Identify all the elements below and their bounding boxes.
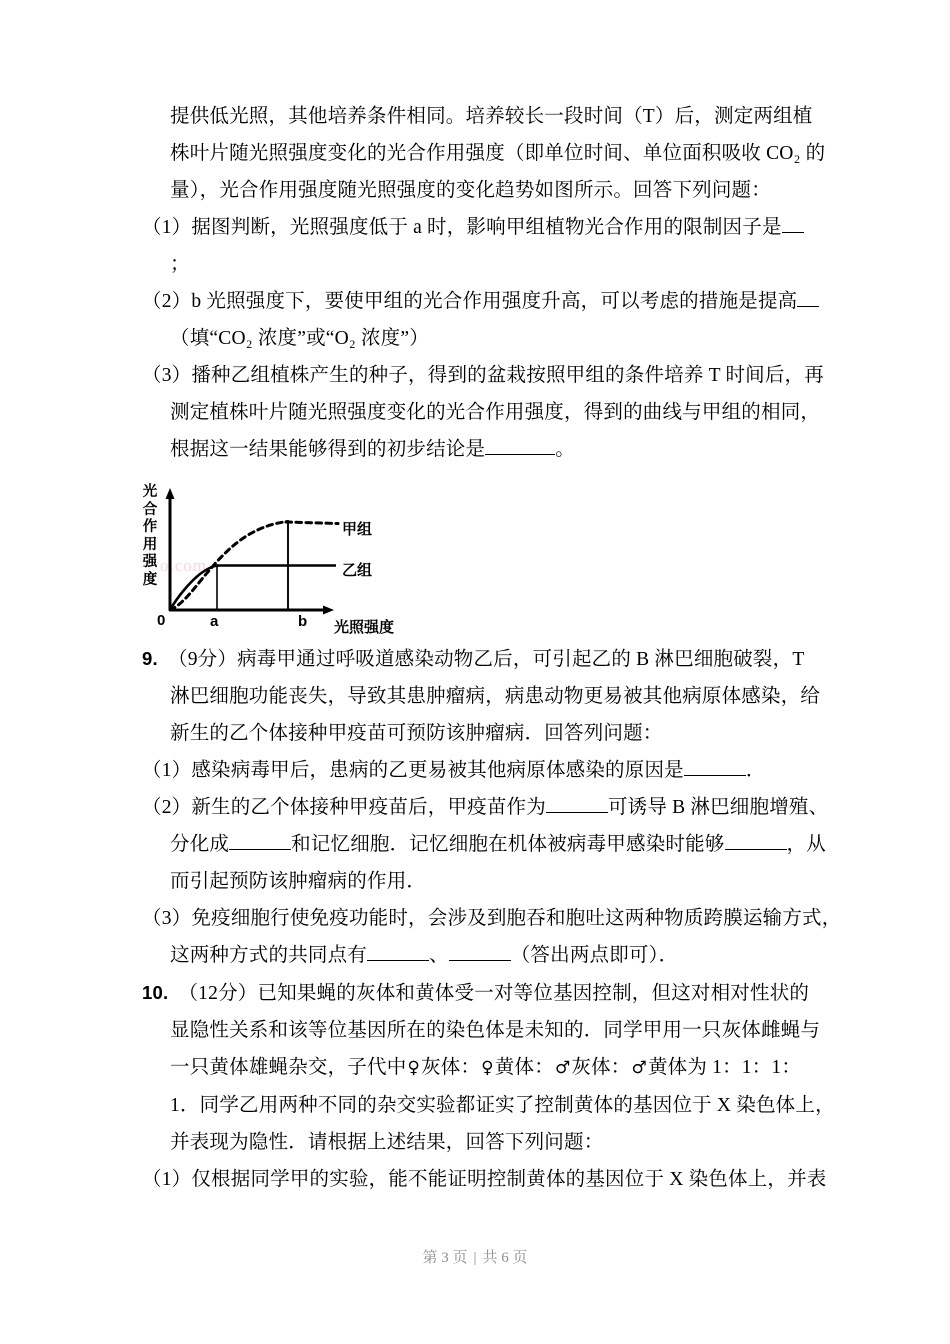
answer-blank[interactable] bbox=[797, 306, 819, 307]
q10-score: （12分） bbox=[178, 983, 258, 1004]
photosynthesis-chart bbox=[138, 482, 438, 647]
q9-sub2-line-1 bbox=[142, 789, 829, 826]
q9-sub2-line-2 bbox=[142, 826, 826, 863]
q8-sub2-text: （2）b 光照强度下，要使甲组的光合作用强度升高，可以考虑的措施是提高 bbox=[142, 291, 798, 312]
q8-sub3-end: 。 bbox=[555, 439, 575, 460]
q8-body-line-2: 株叶片随光照强度变化的光合作用强度（即单位时间、单位面积吸收 CO₂ 的 bbox=[170, 143, 826, 164]
answer-blank[interactable] bbox=[782, 232, 804, 233]
answer-blank[interactable] bbox=[367, 960, 429, 961]
page-content bbox=[142, 98, 842, 1198]
q9-sub2-text-e: ，从 bbox=[786, 834, 826, 855]
q10-number: 10. bbox=[142, 982, 169, 1003]
q8-sub3-text: 根据这一结果能够得到的初步结论是 bbox=[170, 439, 486, 460]
answer-blank[interactable] bbox=[485, 454, 555, 455]
q10-body-line-4: 1．同学乙用两种不同的杂交实验都证实了控制黄体的基因位于 X 染色体上， bbox=[170, 1095, 835, 1116]
chart-x-axis-label: 光照强度 bbox=[334, 619, 395, 636]
q9-sub2-line-3: 而引起预防该肿瘤病的作用． bbox=[170, 871, 427, 892]
q8-body-line-3: 量），光合作用强度随光照强度的变化趋势如图所示。回答下列问题： bbox=[170, 180, 771, 201]
answer-blank[interactable] bbox=[546, 812, 608, 813]
q9-number: 9. bbox=[142, 648, 158, 669]
answer-blank[interactable] bbox=[229, 849, 291, 850]
q8-sub2-line-1 bbox=[142, 283, 822, 320]
q9-sub1-text: （1）感染病毒甲后，患病的乙更易被其他病原体感染的原因是 bbox=[142, 760, 684, 781]
male-symbol-icon: ♂ bbox=[631, 1058, 647, 1078]
y-axis-arrow-icon bbox=[166, 488, 175, 499]
female-symbol-icon: ♀ bbox=[481, 1058, 494, 1078]
q8-sub2-line-2: （填“CO₂ 浓度”或“O₂ 浓度”） bbox=[170, 328, 429, 349]
chart-tick-a: a bbox=[210, 613, 219, 630]
q10-body-3a: 一只黄体雄蝇杂交，子代中 bbox=[170, 1057, 407, 1078]
chart-legend-jia: 甲组 bbox=[342, 521, 373, 538]
answer-blank[interactable] bbox=[449, 960, 511, 961]
q8-body-line-1: 提供低光照，其他培养条件相同。培养较长一段时间（T）后，测定两组植 bbox=[170, 106, 813, 127]
q10-body-line-2: 显隐性关系和该等位基因所在的染色体是未知的．同学甲用一只灰体雌蝇与 bbox=[170, 1020, 821, 1041]
q9-body-line-3: 新生的乙个体接种甲疫苗可预防该肿瘤病．回答列问题： bbox=[170, 723, 663, 744]
q8-sub3-line-2: 测定植株叶片随光照强度变化的光合作用强度，得到的曲线与甲组的相同， bbox=[170, 402, 821, 423]
q8-sub3-line-3 bbox=[142, 431, 822, 468]
chart-origin-label: 0 bbox=[157, 612, 166, 629]
q9-sub3-line-2 bbox=[142, 937, 822, 974]
q9-sub1-end: ． bbox=[745, 760, 766, 781]
chart-tick-b: b bbox=[298, 613, 308, 630]
q9-sub2-text-b: 可诱导 B 淋巴细胞增殖、 bbox=[607, 797, 829, 818]
series-jia-plateau bbox=[286, 522, 338, 524]
q10-body-3b: 灰体： bbox=[421, 1057, 481, 1078]
q9-body-1: 病毒甲通过呼吸道感染动物乙后，可引起乙的 B 淋巴细胞破裂，T bbox=[237, 649, 805, 670]
q9-sub2-text-a: （2）新生的乙个体接种甲疫苗后，甲疫苗作为 bbox=[142, 797, 546, 818]
q9-sub2-text-d: 和记忆细胞．记忆细胞在机体被病毒甲感染时能够 bbox=[291, 834, 725, 855]
q8-sub1-line-1 bbox=[142, 209, 822, 246]
q8-sub1-text: （1）据图判断，光照强度低于 a 时，影响甲组植物光合作用的限制因子是 bbox=[142, 217, 782, 238]
answer-blank[interactable] bbox=[725, 849, 787, 850]
footer-separator: | bbox=[473, 1250, 477, 1266]
q9-sub3-text-d: （答出两点即可）． bbox=[510, 945, 679, 966]
watermark-text: o.com bbox=[160, 556, 208, 575]
q10-body-3e: 黄体为 1：1：1： bbox=[647, 1057, 802, 1078]
q10-body-line-3 bbox=[142, 1049, 822, 1087]
chart-y-axis-label: 光合作用强度 bbox=[142, 484, 158, 588]
q9-sub3-text-c: 、 bbox=[429, 945, 449, 966]
q9-score: （9分） bbox=[168, 649, 238, 670]
male-symbol-icon: ♂ bbox=[554, 1058, 571, 1078]
q10-sub1: （1）仅根据同学甲的实验，能不能证明控制黄体的基因位于 X 染色体上，并表 bbox=[142, 1169, 827, 1190]
answer-blank[interactable] bbox=[684, 775, 746, 776]
x-axis-arrow-icon bbox=[323, 606, 334, 615]
q10-heading bbox=[142, 974, 822, 1012]
footer-total-pages: 共 6 页 bbox=[482, 1250, 528, 1266]
q9-sub2-text-c: 分化成 bbox=[170, 834, 230, 855]
q9-body-line-2: 淋巴细胞功能丧失，导致其患肿瘤病，病患动物更易被其他病原体感染，给 bbox=[170, 686, 821, 707]
q9-sub3-line-1: （3）免疫细胞行使免疫功能时，会涉及到胞吞和胞吐这两种物质跨膜运输方式， bbox=[142, 908, 842, 929]
q8-sub1-line-2: ； bbox=[170, 254, 190, 275]
q10-body-1: 已知果蝇的灰体和黄体受一对等位基因控制，但这对相对性状的 bbox=[257, 983, 810, 1004]
footer-current-page: 第 3 页 bbox=[422, 1250, 468, 1266]
q9-sub1 bbox=[142, 752, 822, 789]
q8-sub3-line-1: （3）播种乙组植株产生的种子，得到的盆栽按照甲组的条件培养 T 时间后，再 bbox=[142, 365, 824, 386]
page-footer bbox=[0, 1246, 950, 1267]
q10-body-line-5: 并表现为隐性．请根据上述结果，回答下列问题： bbox=[170, 1132, 604, 1153]
q10-body-3d: 灰体： bbox=[571, 1057, 631, 1078]
q10-body-3c: 黄体： bbox=[494, 1057, 554, 1078]
female-symbol-icon: ♀ bbox=[407, 1058, 421, 1078]
chart-legend-yi: 乙组 bbox=[342, 562, 373, 579]
q9-sub3-text-b: 这两种方式的共同点有 bbox=[170, 945, 368, 966]
